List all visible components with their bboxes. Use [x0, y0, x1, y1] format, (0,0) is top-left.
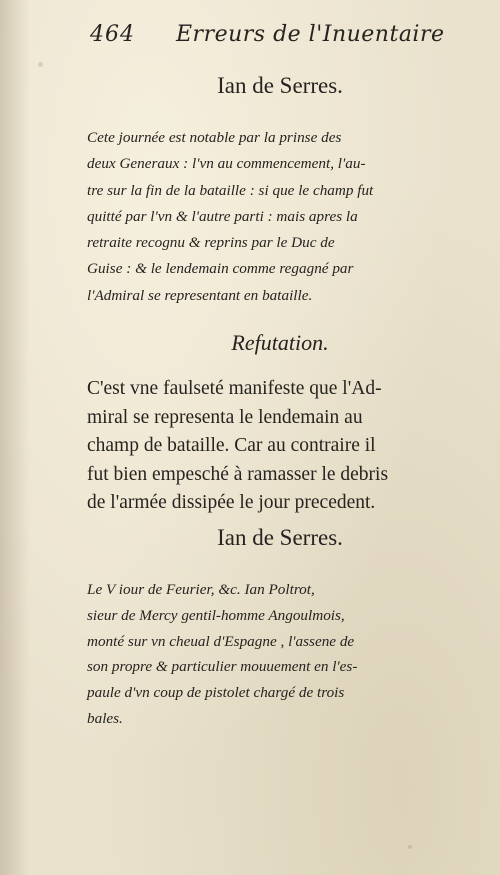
- text-line: sieur de Mercy gentil-homme Angoulmois,: [87, 606, 345, 624]
- quotation-paragraph: [87, 125, 447, 309]
- text-line: Guise : & le lendemain comme regagné par: [87, 260, 354, 278]
- text-line: tre sur la fin de la bataille : si que le champ fut: [87, 181, 374, 199]
- text-line: son propre & particulier mouuement en l'es-: [87, 658, 358, 676]
- text-line: miral se representa le lendemain au: [87, 406, 363, 428]
- text-line: monté sur vn cheual d'Espagne , l'assene de: [87, 632, 355, 650]
- text-line: fut bien empesché à ramasser le debris: [87, 463, 389, 485]
- section-heading-ian-de-serres-2: Ian de Serres.: [217, 525, 343, 550]
- text-line: champ de bataille. Car au contraire il: [87, 435, 376, 456]
- text-line: paule d'vn coup de pistolet chargé de trois: [87, 684, 345, 702]
- text-line: C'est vne faulseté manifeste que l'Ad-: [87, 378, 382, 399]
- running-title: Erreurs de l'Inuentaire: [176, 22, 445, 47]
- foxing-spot: [408, 845, 412, 849]
- quotation-paragraph-2: [87, 577, 447, 732]
- text-line: quitté par l'vn & l'autre parti : mais apres la: [87, 207, 358, 225]
- page-edge-shadow: [0, 0, 30, 875]
- text-line: bales.: [87, 709, 123, 727]
- text-line: retraite recognu & reprins par le Duc de: [87, 234, 335, 252]
- text-line: l'Admiral se representant en bataille.: [87, 286, 313, 304]
- page-number: 464: [90, 22, 135, 47]
- text-line: Le V iour de Feurier, &c. Ian Poltrot,: [87, 581, 315, 598]
- foxing-spot: [38, 62, 43, 67]
- section-heading-refutation: Refutation.: [231, 330, 329, 355]
- section-heading-ian-de-serres: Ian de Serres.: [217, 73, 343, 98]
- text-line: Cete journée est notable par la prinse des: [87, 129, 342, 146]
- text-line: de l'armée dissipée le jour precedent.: [87, 492, 376, 513]
- text-line: deux Generaux : l'vn au commencement, l'au-: [87, 155, 366, 173]
- refutation-paragraph: [87, 375, 449, 518]
- running-header: [90, 22, 450, 52]
